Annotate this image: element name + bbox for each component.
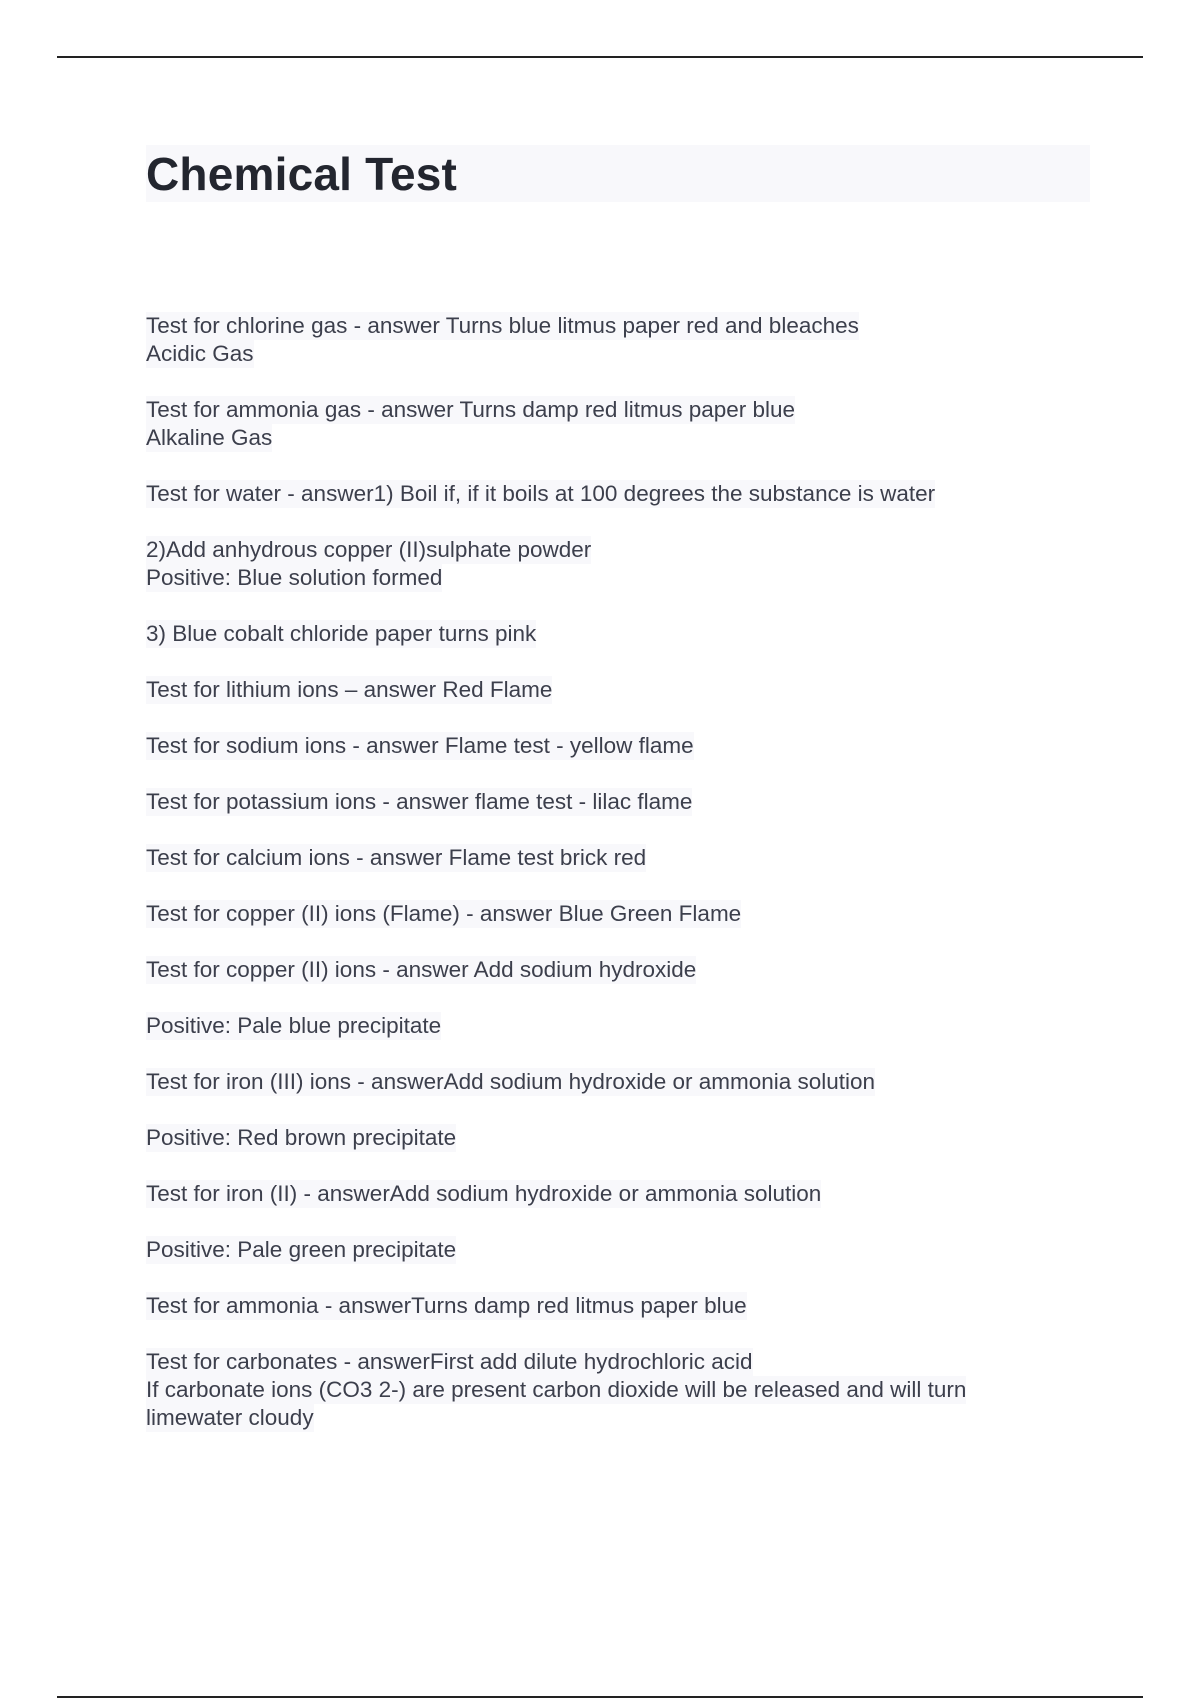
top-rule bbox=[57, 56, 1143, 58]
entry-gap bbox=[146, 592, 1090, 620]
entry-gap bbox=[146, 928, 1090, 956]
entry-line: If carbonate ions (CO3 2-) are present carbon dioxide will be released and will turn bbox=[146, 1377, 967, 1402]
entry-gap bbox=[146, 1264, 1090, 1292]
entry-gap bbox=[146, 1096, 1090, 1124]
entry-line: Test for carbonates - answerFirst add dilute hydrochloric acid bbox=[146, 1349, 753, 1374]
entry-line: Test for lithium ions – answer Red Flame bbox=[146, 677, 553, 702]
entry-paragraph bbox=[146, 536, 1090, 592]
entry-line: Test for sodium ions - answer Flame test - yellow flame bbox=[146, 733, 694, 758]
entry-line: Test for ammonia gas - answer Turns damp red litmus paper blue bbox=[146, 397, 796, 422]
entry-paragraph bbox=[146, 1124, 1090, 1152]
entry-gap bbox=[146, 368, 1090, 396]
entry-gap bbox=[146, 508, 1090, 536]
entry-gap bbox=[146, 1040, 1090, 1068]
entry-paragraph bbox=[146, 480, 1090, 508]
entry-paragraph bbox=[146, 900, 1090, 928]
entry-gap bbox=[146, 704, 1090, 732]
entry-line: Test for copper (II) ions - answer Add sodium hydroxide bbox=[146, 957, 697, 982]
entry-line: Test for potassium ions - answer flame test - lilac flame bbox=[146, 789, 693, 814]
entry-gap bbox=[146, 1320, 1090, 1348]
entry-line: Test for calcium ions - answer Flame test brick red bbox=[146, 845, 647, 870]
entry-line: Test for iron (II) - answerAdd sodium hydroxide or ammonia solution bbox=[146, 1181, 822, 1206]
entry-gap bbox=[146, 760, 1090, 788]
entry-paragraph bbox=[146, 1068, 1090, 1096]
bottom-rule bbox=[57, 1696, 1143, 1698]
entry-line: Test for ammonia - answerTurns damp red litmus paper blue bbox=[146, 1293, 747, 1318]
entry-line: limewater cloudy bbox=[146, 1405, 314, 1430]
entry-line: Test for chlorine gas - answer Turns blue litmus paper red and bleaches bbox=[146, 313, 859, 338]
entry-paragraph bbox=[146, 676, 1090, 704]
entry-line: Positive: Pale blue precipitate bbox=[146, 1013, 442, 1038]
title-bar bbox=[146, 145, 1090, 202]
page-title: Chemical Test bbox=[146, 148, 458, 200]
entry-paragraph bbox=[146, 1012, 1090, 1040]
entry-line: Test for water - answer1) Boil if, if it boils at 100 degrees the substance is water bbox=[146, 481, 936, 506]
entry-paragraph bbox=[146, 844, 1090, 872]
entry-line: Positive: Red brown precipitate bbox=[146, 1125, 457, 1150]
entry-line: Test for iron (III) ions - answerAdd sodium hydroxide or ammonia solution bbox=[146, 1069, 876, 1094]
entry-line: Alkaline Gas bbox=[146, 425, 273, 450]
entry-gap bbox=[146, 1152, 1090, 1180]
entry-line: Positive: Blue solution formed bbox=[146, 565, 443, 590]
entry-paragraph bbox=[146, 1292, 1090, 1320]
entry-gap bbox=[146, 1208, 1090, 1236]
entry-paragraph bbox=[146, 788, 1090, 816]
entry-line: Positive: Pale green precipitate bbox=[146, 1237, 457, 1262]
entry-line: 2)Add anhydrous copper (II)sulphate powder bbox=[146, 537, 592, 562]
entry-paragraph bbox=[146, 732, 1090, 760]
entry-gap bbox=[146, 452, 1090, 480]
entry-line: 3) Blue cobalt chloride paper turns pink bbox=[146, 621, 537, 646]
entry-gap bbox=[146, 984, 1090, 1012]
entry-paragraph bbox=[146, 1348, 1090, 1432]
entry-list bbox=[146, 312, 1090, 1432]
entry-gap bbox=[146, 872, 1090, 900]
entry-paragraph bbox=[146, 1236, 1090, 1264]
entry-gap bbox=[146, 648, 1090, 676]
entry-paragraph bbox=[146, 1180, 1090, 1208]
entry-line: Acidic Gas bbox=[146, 341, 254, 366]
entry-paragraph bbox=[146, 396, 1090, 452]
entry-gap bbox=[146, 816, 1090, 844]
entry-paragraph bbox=[146, 312, 1090, 368]
entry-paragraph bbox=[146, 956, 1090, 984]
entry-line: Test for copper (II) ions (Flame) - answer Blue Green Flame bbox=[146, 901, 742, 926]
entry-paragraph bbox=[146, 620, 1090, 648]
